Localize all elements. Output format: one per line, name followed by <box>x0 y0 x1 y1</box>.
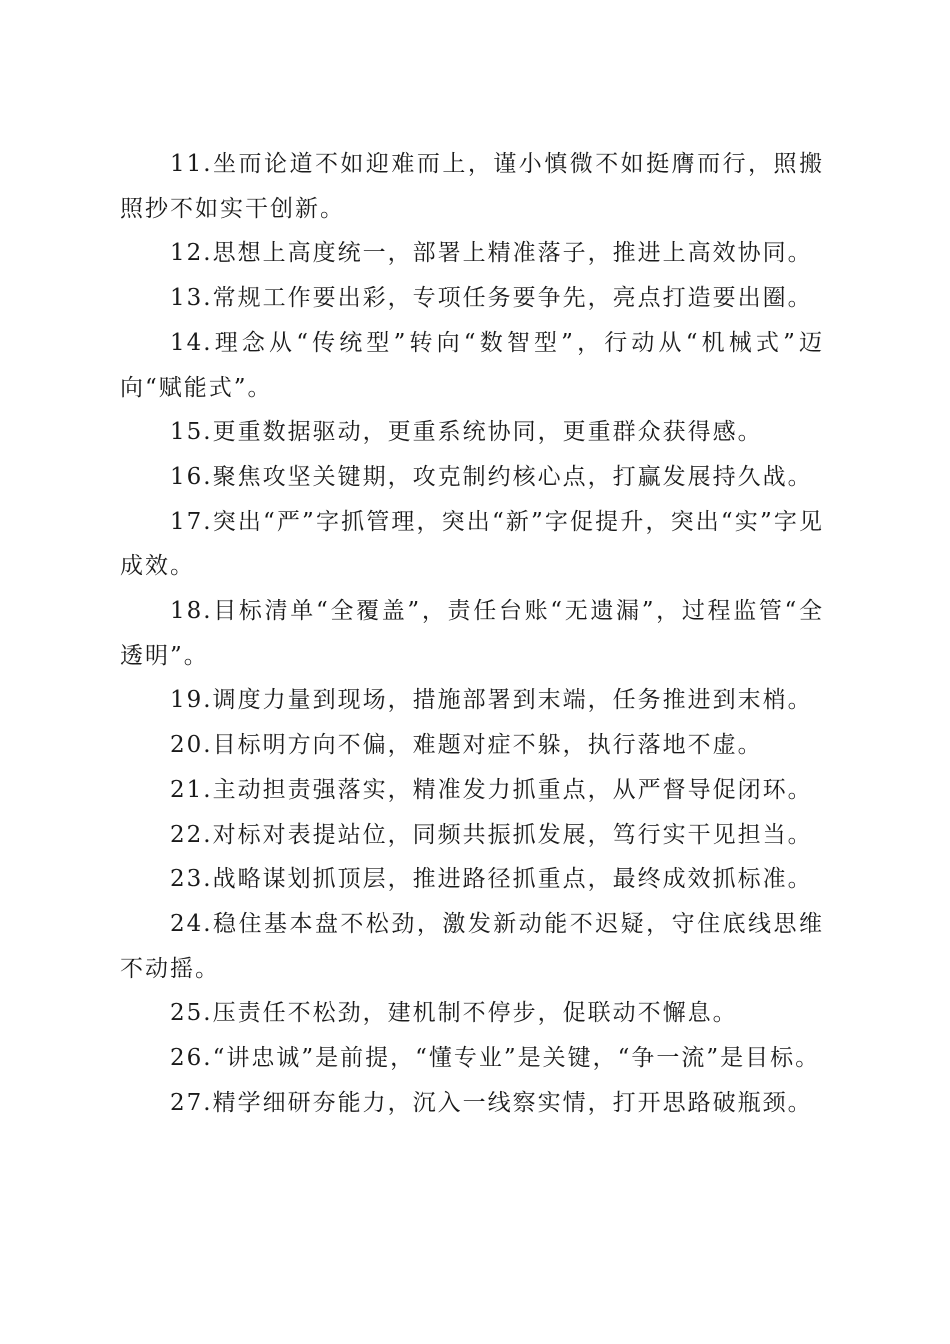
list-item-18: 18.目标清单“全覆盖”，责任台账“无遗漏”，过程监管“全透明”。 <box>120 598 824 669</box>
list-item-14: 14.理念从“传统型”转向“数智型”，行动从“机械式”迈向“赋能式”。 <box>120 329 824 401</box>
list-item-15: 15.更重数据驱动，更重系统协同，更重群众获得感。 <box>170 419 763 446</box>
list-item-12: 12.思想上高度统一，部署上精准落子，推进上高效协同。 <box>170 240 813 267</box>
list-item-22: 22.对标对表提站位，同频共振抓发展，笃行实干见担当。 <box>170 821 813 848</box>
list-item-26: 26.“讲忠诚”是前提，“懂专业”是关键，“争一流”是目标。 <box>170 1045 821 1072</box>
list-item-25: 25.压责任不松劲，建机制不停步，促联动不懈息。 <box>170 1000 738 1027</box>
list-item-21: 21.主动担责强落实，精准发力抓重点，从严督导促闭环。 <box>170 776 813 803</box>
list-item-23: 23.战略谋划抓顶层，推进路径抓重点，最终成效抓标准。 <box>170 866 813 893</box>
list-item-24: 24.稳住基本盘不松劲，激发新动能不迟疑，守住底线思维不动摇。 <box>120 910 824 982</box>
list-item-17: 17.突出“严”字抓管理，突出“新”字促提升，突出“实”字见成效。 <box>120 508 824 580</box>
list-item-11: 11.坐而论道不如迎难而上，谨小慎微不如挺膺而行，照搬照抄不如实干创新。 <box>120 151 824 222</box>
list-item-20: 20.目标明方向不偏，难题对症不躲，执行落地不虚。 <box>170 732 763 759</box>
list-item-27: 27.精学细研夯能力，沉入一线察实情，打开思路破瓶颈。 <box>170 1089 813 1116</box>
list-item-19: 19.调度力量到现场，措施部署到末端，任务推进到末梢。 <box>170 687 813 714</box>
document-body <box>120 142 824 1125</box>
list-item-16: 16.聚焦攻坚关键期，攻克制约核心点，打赢发展持久战。 <box>170 463 813 490</box>
list-item-13: 13.常规工作要出彩，专项任务要争先，亮点打造要出圈。 <box>170 285 813 312</box>
